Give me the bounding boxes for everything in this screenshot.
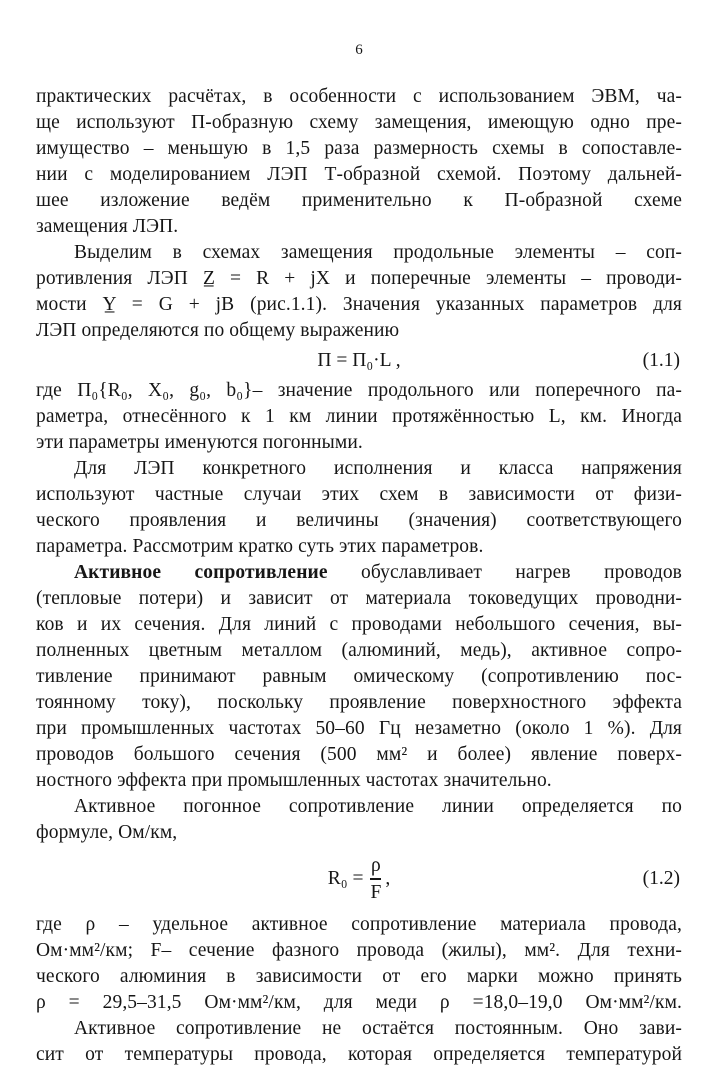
text-line: параметра. Рассмотрим кратко суть этих параметров. [36, 536, 484, 557]
fraction-denominator: F [370, 882, 382, 903]
text-run: обуславливает нагрев проводов [327, 562, 682, 583]
fraction-bar [370, 878, 381, 880]
text-line: ков и их сечения. Для линий с проводами небольшого сечения, вы- [36, 614, 682, 635]
paragraph [36, 794, 682, 846]
text-line: Активное погонное сопротивление линии определяется по [74, 796, 682, 817]
equation-1-2 [36, 854, 682, 904]
text-line: практических расчётах, в особенности с использованием ЭВМ, ча- [36, 86, 682, 107]
paragraph [36, 912, 682, 1016]
text-line: раметра, отнесённого к 1 км линии протяжённостью L, км. Иногда [36, 406, 682, 427]
equation-body: П = П₀·L , [317, 350, 401, 371]
text-line [36, 560, 682, 586]
document-body [36, 84, 682, 1068]
text-line: Для ЛЭП конкретного исполнения и класса напряжения [74, 458, 682, 479]
text-line: где П₀{R₀, X₀, g₀, b₀}– значение продольного или поперечного па- [36, 380, 682, 401]
equation-number: (1.2) [642, 868, 680, 889]
text-line: при промышленных частотах 50–60 Гц незаметно (около 1 %). Для [36, 718, 682, 739]
text-line: ρ = 29,5–31,5 Ом·мм²/км, для меди ρ =18,0–19,0 Ом·мм²/км. [36, 992, 682, 1013]
fraction-numerator: ρ [371, 855, 381, 876]
text-line: ЛЭП определяются по общему выражению [36, 320, 400, 341]
text-line: шее изложение ведём применительно к П-образной схеме [36, 190, 682, 211]
text-line: ротивления ЛЭП Z̲ = R + jX и поперечные элементы – проводи- [36, 268, 682, 289]
text-line: эти параметры именуются погонными. [36, 432, 363, 453]
paragraph [36, 240, 682, 344]
text-line: сит от температуры провода, которая определяется температурой [36, 1044, 682, 1065]
text-line: проводов большого сечения (500 мм² и более) явление поверх- [36, 744, 682, 765]
text-line: Ом·мм²/км; F– сечение фазного провода (жилы), мм². Для техни- [36, 940, 682, 961]
equation-number: (1.1) [642, 350, 680, 371]
paragraph [36, 84, 682, 240]
text-line: тоянному току), поскольку проявление поверхностного эффекта [36, 692, 682, 713]
text-line: ческого алюминия в зависимости от его марки можно принять [36, 966, 682, 987]
paragraph [36, 560, 682, 794]
text-line: формуле, Ом/км, [36, 822, 178, 843]
paragraph [36, 1016, 682, 1068]
text-line: Выделим в схемах замещения продольные элементы – соп- [74, 242, 682, 263]
paragraph [36, 378, 682, 456]
text-line: нии с моделированием ЛЭП Т-образной схемой. Поэтому дальней- [36, 164, 682, 185]
equation-tail: , [385, 868, 391, 889]
text-line: ще используют П-образную схему замещения, имеющую одно пре- [36, 112, 682, 133]
equation-1-1 [36, 348, 682, 374]
equation-lhs: R₀ = [327, 868, 364, 889]
bold-run: Активное сопротивление [74, 562, 328, 583]
paragraph [36, 456, 682, 560]
text-line: ческого проявления и величины (значения) соответствующего [36, 510, 682, 531]
text-line: полненных цветным металлом (алюминий, медь), активное сопро- [36, 640, 682, 661]
text-line: Активное сопротивление не остаётся постоянным. Оно зави- [74, 1018, 682, 1039]
text-line: имущество – меньшую в 1,5 раза размерность схемы в сопоставле- [36, 138, 682, 159]
text-line: где ρ – удельное активное сопротивление материала провода, [36, 914, 682, 935]
text-line: (тепловые потери) и зависит от материала токоведущих проводни- [36, 588, 682, 609]
text-line: тивление принимают равным омическому (сопротивлению пос- [36, 666, 682, 687]
text-line: используют частные случаи этих схем в зависимости от физи- [36, 484, 682, 505]
fraction [370, 854, 381, 904]
text-line: мости Y̲ = G + jB (рис.1.1). Значения указанных параметров для [36, 294, 682, 315]
text-line: замещения ЛЭП. [36, 216, 179, 237]
page-number: 6 [355, 42, 363, 58]
text-line: ностного эффекта при промышленных частотах значительно. [36, 770, 552, 791]
